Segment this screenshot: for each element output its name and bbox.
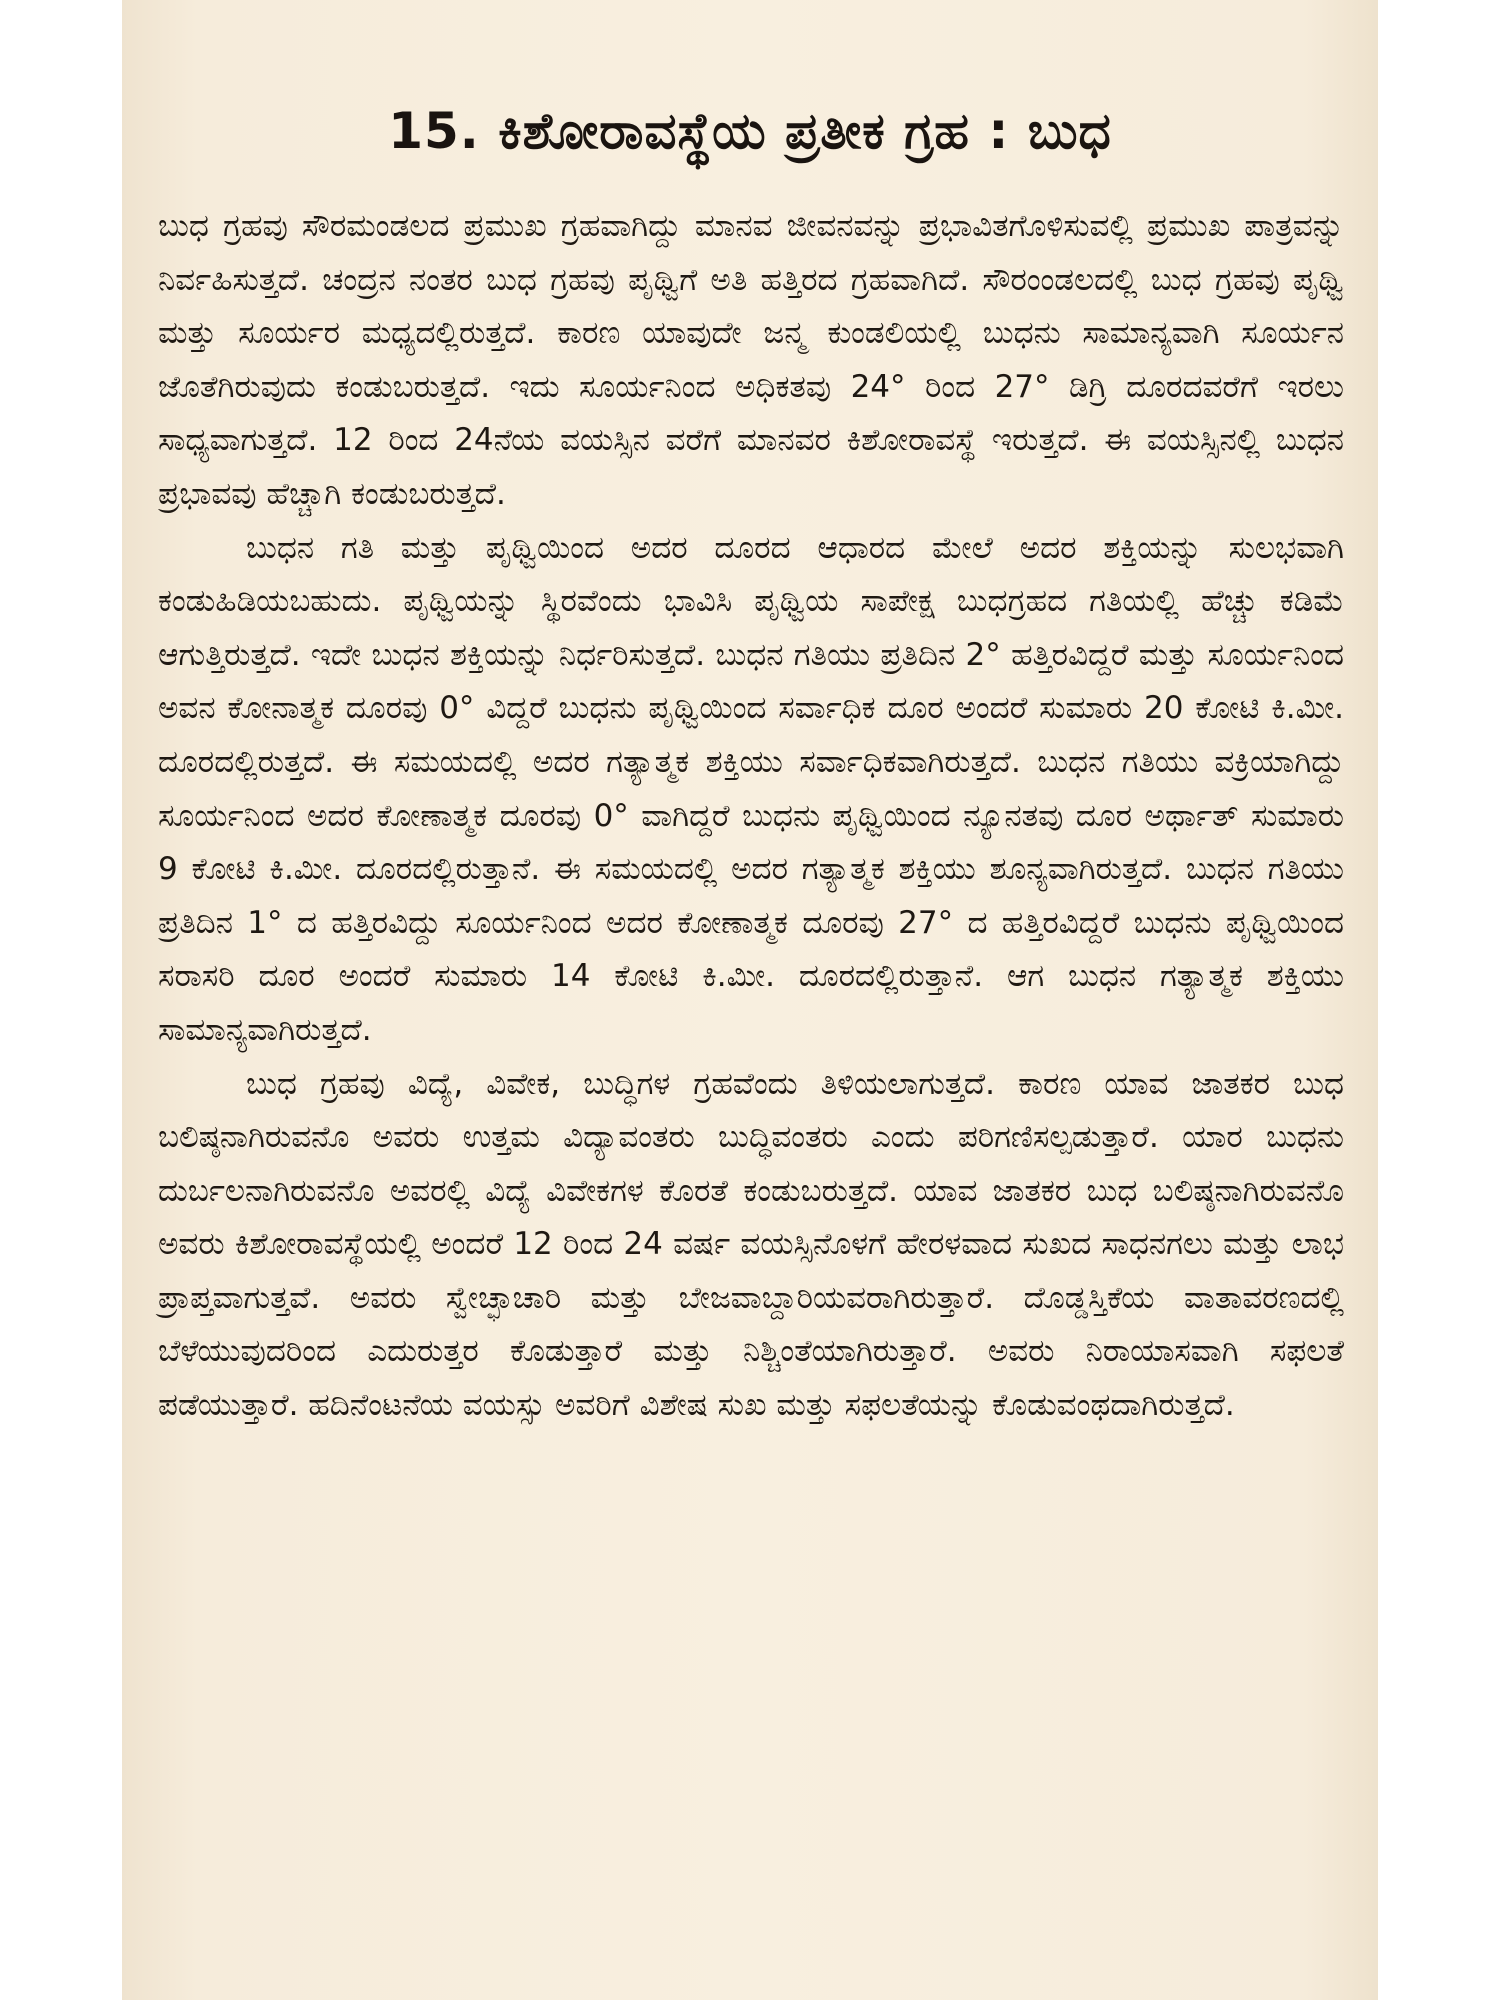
- book-page: [122, 0, 1378, 2000]
- paragraph: ಬುಧನ ಗತಿ ಮತ್ತು ಪೃಥ್ವಿಯಿಂದ ಅದರ ದೂರದ ಆಧಾರದ ಮೇಲೆ ಅದರ ಶಕ್ತಿಯನ್ನು ಸುಲಭವಾಗಿ ಕಂಡುಹಿಡಿಯಬಹುದು. ಪೃಥ್ವಿಯನ್ನು ಸ್ಥಿರವೆಂದು ಭಾವಿಸಿ ಪೃಥ್ವಿಯ ಸಾಪೇಕ್ಷ ಬುಧಗ್ರಹದ ಗತಿಯಲ್ಲಿ ಹೆಚ್ಚು ಕಡಿಮೆ ಆಗುತ್ತಿರುತ್ತದೆ. ಇದೇ ಬುಧನ ಶಕ್ತಿಯನ್ನು ನಿರ್ಧರಿಸುತ್ತದೆ. ಬುಧನ ಗತಿಯು ಪ್ರತಿದಿನ 2° ಹತ್ತಿರವಿದ್ದರೆ ಮತ್ತು ಸೂರ್ಯನಿಂದ ಅವನ ಕೋನಾತ್ಮಕ ದೂರವು 0° ವಿದ್ದರೆ ಬುಧನು ಪೃಥ್ವಿಯಿಂದ ಸರ್ವಾಧಿಕ ದೂರ ಅಂದರೆ ಸುಮಾರು 20 ಕೋಟಿ ಕಿ.ಮೀ. ದೂರದಲ್ಲಿರುತ್ತದೆ. ಈ ಸಮಯದಲ್ಲಿ ಅದರ ಗತ್ಯಾತ್ಮಕ ಶಕ್ತಿಯು ಸರ್ವಾಧಿಕವಾಗಿರುತ್ತದೆ. ಬುಧನ ಗತಿಯು ವಕ್ರಿಯಾಗಿದ್ದು ಸೂರ್ಯನಿಂದ ಅದರ ಕೋಣಾತ್ಮಕ ದೂರವು 0° ವಾಗಿದ್ದರೆ ಬುಧನು ಪೃಥ್ವಿಯಿಂದ ನ್ಯೂನತವು ದೂರ ಅರ್ಥಾತ್ ಸುಮಾರು 9 ಕೋಟಿ ಕಿ.ಮೀ. ದೂರದಲ್ಲಿರುತ್ತಾನೆ. ಈ ಸಮಯದಲ್ಲಿ ಅದರ ಗತ್ಯಾತ್ಮಕ ಶಕ್ತಿಯು ಶೂನ್ಯವಾಗಿರುತ್ತದೆ. ಬುಧನ ಗತಿಯು ಪ್ರತಿದಿನ 1° ದ ಹತ್ತಿರವಿದ್ದು ಸೂರ್ಯನಿಂದ ಅದರ ಕೋಣಾತ್ಮಕ ದೂರವು 27° ದ ಹತ್ತಿರವಿದ್ದರೆ ಬುಧನು ಪೃಥ್ವಿಯಿಂದ ಸರಾಸರಿ ದೂರ ಅಂದರೆ ಸುಮಾರು 14 ಕೋಟಿ ಕಿ.ಮೀ. ದೂರದಲ್ಲಿರುತ್ತಾನೆ. ಆಗ ಬುಧನ ಗತ್ಯಾತ್ಮಕ ಶಕ್ತಿಯು ಸಾಮಾನ್ಯವಾಗಿರುತ್ತದೆ.: [158, 529, 1344, 1048]
- paragraph: ಬುಧ ಗ್ರಹವು ವಿದ್ಯೆ, ವಿವೇಕ, ಬುದ್ಧಿಗಳ ಗ್ರಹವೆಂದು ತಿಳಿಯಲಾಗುತ್ತದೆ. ಕಾರಣ ಯಾವ ಜಾತಕರ ಬುಧ ಬಲಿಷ್ಠನಾಗಿರುವನೊ ಅವರು ಉತ್ತಮ ವಿದ್ಯಾವಂತರು ಬುದ್ಧಿವಂತರು ಎಂದು ಪರಿಗಣಿಸಲ್ಪಡುತ್ತಾರೆ. ಯಾರ ಬುಧನು ದುರ್ಬಲನಾಗಿರುವನೊ ಅವರಲ್ಲಿ ವಿದ್ಯೆ ವಿವೇಕಗಳ ಕೊರತೆ ಕಂಡುಬರುತ್ತದೆ. ಯಾವ ಜಾತಕರ ಬುಧ ಬಲಿಷ್ಠನಾಗಿರುವನೊ ಅವರು ಕಿಶೋರಾವಸ್ಥೆಯಲ್ಲಿ ಅಂದರೆ 12 ರಿಂದ 24 ವರ್ಷ ವಯಸ್ಸಿನೊಳಗೆ ಹೇರಳವಾದ ಸುಖದ ಸಾಧನಗಲು ಮತ್ತು ಲಾಭ ಪ್ರಾಪ್ತವಾಗುತ್ತವೆ. ಅವರು ಸ್ವೇಚ್ಛಾಚಾರಿ ಮತ್ತು ಬೇಜವಾಬ್ದಾರಿಯವರಾಗಿರುತ್ತಾರೆ. ದೊಡ್ಡಸ್ತಿಕೆಯ ವಾತಾವರಣದಲ್ಲಿ ಬೆಳೆಯುವುದರಿಂದ ಎದುರುತ್ತರ ಕೊಡುತ್ತಾರೆ ಮತ್ತು ನಿಶ್ಚಿಂತೆಯಾಗಿರುತ್ತಾರೆ. ಅವರು ನಿರಾಯಾಸವಾಗಿ ಸಫಲತೆ ಪಡೆಯುತ್ತಾರೆ. ಹದಿನೆಂಟನೆಯ ವಯಸ್ಸು ಅವರಿಗೆ ವಿಶೇಷ ಸುಖ ಮತ್ತು ಸಫಲತೆಯನ್ನು ಕೊಡುವಂಥದಾಗಿರುತ್ತದೆ.: [158, 1065, 1344, 1424]
- chapter-title: 15. ಕಿಶೋರಾವಸ್ಥೆಯ ಪ್ರತೀಕ ಗ್ರಹ : ಬುಧ: [388, 102, 1112, 160]
- paragraph: ಬುಧ ಗ್ರಹವು ಸೌರಮಂಡಲದ ಪ್ರಮುಖ ಗ್ರಹವಾಗಿದ್ದು ಮಾನವ ಜೀವನವನ್ನು ಪ್ರಭಾವಿತಗೊಳಿಸುವಲ್ಲಿ ಪ್ರಮುಖ ಪಾತ್ರವನ್ನು ನಿರ್ವಹಿಸುತ್ತದೆ. ಚಂದ್ರನ ನಂತರ ಬುಧ ಗ್ರಹವು ಪೃಥ್ವಿಗೆ ಅತಿ ಹತ್ತಿರದ ಗ್ರಹವಾಗಿದೆ. ಸೌರಂಂಡಲದಲ್ಲಿ ಬುಧ ಗ್ರಹವು ಪೃಥ್ವಿ ಮತ್ತು ಸೂರ್ಯರ ಮಧ್ಯದಲ್ಲಿರುತ್ತದೆ. ಕಾರಣ ಯಾವುದೇ ಜನ್ಮ ಕುಂಡಲಿಯಲ್ಲಿ ಬುಧನು ಸಾಮಾನ್ಯವಾಗಿ ಸೂರ್ಯನ ಜೊತೆಗಿರುವುದು ಕಂಡುಬರುತ್ತದೆ. ಇದು ಸೂರ್ಯನಿಂದ ಅಧಿಕತವು 24° ರಿಂದ 27° ಡಿಗ್ರಿ ದೂರದವರೆಗೆ ಇರಲು ಸಾಧ್ಯವಾಗುತ್ತದೆ. 12 ರಿಂದ 24ನೆಯ ವಯಸ್ಸಿನ ವರೆಗೆ ಮಾನವರ ಕಿಶೋರಾವಸ್ಥೆ ಇರುತ್ತದೆ. ಈ ವಯಸ್ಸಿನಲ್ಲಿ ಬುಧನ ಪ್ರಭಾವವು ಹೆಚ್ಚಾಗಿ ಕಂಡುಬರುತ್ತದೆ.: [158, 208, 1344, 512]
- chapter-body: [158, 200, 1344, 1433]
